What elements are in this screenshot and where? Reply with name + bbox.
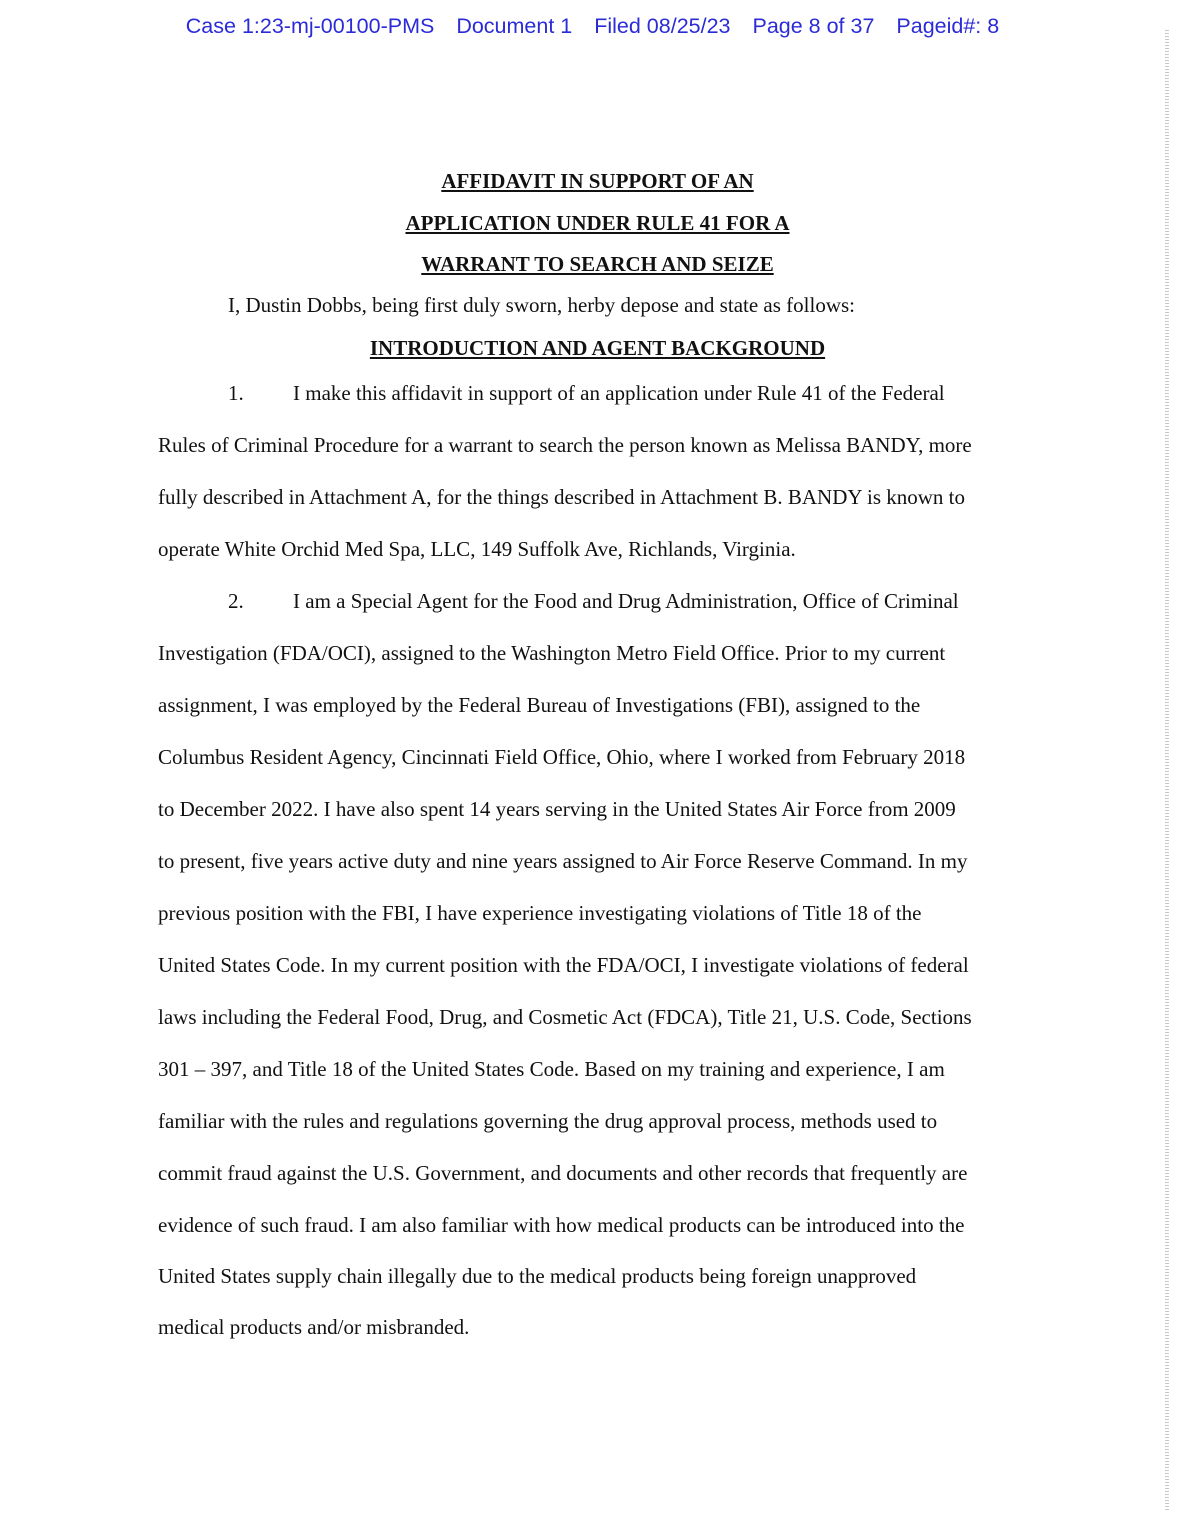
- filed-date: Filed 08/25/23: [594, 14, 731, 38]
- title-line-2: APPLICATION UNDER RULE 41 FOR A: [405, 211, 790, 235]
- page-indicator: Page 8 of 37: [752, 14, 875, 38]
- paragraph-1-number: 1.: [228, 381, 244, 405]
- paragraph-2-line: assignment, I was employed by the Federal Bureau of Investigations (FBI), assigned to the: [158, 693, 921, 717]
- paragraph-2-line: familiar with the rules and regulations governing the drug approval process, methods used to: [158, 1109, 938, 1133]
- title-line-1: AFFIDAVIT IN SUPPORT OF AN: [441, 169, 754, 193]
- paragraph-2-line: Columbus Resident Agency, Cincinnati Field Office, Ohio, where I worked from February 2018: [158, 745, 966, 769]
- oath-statement: I, Dustin Dobbs, being first duly sworn, herby depose and state as follows:: [228, 293, 855, 317]
- paragraph-2-line: to December 2022. I have also spent 14 years serving in the United States Air Force from 2009: [158, 797, 956, 821]
- section-heading: INTRODUCTION AND AGENT BACKGROUND: [369, 336, 826, 360]
- paragraph-2-line: laws including the Federal Food, Drug, and Cosmetic Act (FDCA), Title 21, U.S. Code, Sections: [158, 1005, 972, 1029]
- paragraph-1-line: operate White Orchid Med Spa, LLC, 149 Suffolk Ave, Richlands, Virginia.: [158, 537, 796, 561]
- scan-margin-artifact: [1165, 30, 1169, 1510]
- paragraph-1-line: I make this affidavit in support of an application under Rule 41 of the Federal: [293, 381, 945, 405]
- title-line-3: WARRANT TO SEARCH AND SEIZE: [421, 252, 774, 276]
- paragraph-2-line: United States Code. In my current position with the FDA/OCI, I investigate violations of federal: [158, 953, 969, 977]
- paragraph-2-line: to present, five years active duty and nine years assigned to Air Force Reserve Command. In my: [158, 849, 968, 873]
- paragraph-2-line: United States supply chain illegally due to the medical products being foreign unapproved: [158, 1264, 917, 1288]
- paragraph-2-line: commit fraud against the U.S. Government, and documents and other records that frequently are: [158, 1161, 968, 1185]
- document-number: Document 1: [456, 14, 573, 38]
- paragraph-1-line: Rules of Criminal Procedure for a warrant to search the person known as Melissa BANDY, more: [158, 433, 972, 457]
- paragraph-2-line: Investigation (FDA/OCI), assigned to the Washington Metro Field Office. Prior to my current: [158, 641, 946, 665]
- case-header: [0, 14, 1185, 39]
- paragraph-2-number: 2.: [228, 589, 244, 613]
- paragraph-2-line: previous position with the FBI, I have experience investigating violations of Title 18 of the: [158, 901, 922, 925]
- paragraph-1-line: fully described in Attachment A, for the things described in Attachment B. BANDY is known to: [158, 485, 966, 509]
- paragraph-2-line: evidence of such fraud. I am also familiar with how medical products can be introduced into the: [158, 1213, 965, 1237]
- paragraph-2-line: 301 – 397, and Title 18 of the United States Code. Based on my training and experience, I am: [158, 1057, 945, 1081]
- paragraph-2-line: medical products and/or misbranded.: [158, 1315, 470, 1339]
- case-number: Case 1:23-mj-00100-PMS: [185, 14, 435, 38]
- paragraph-2-line: I am a Special Agent for the Food and Drug Administration, Office of Criminal: [293, 589, 959, 613]
- page-id: Pageid#: 8: [896, 14, 1000, 38]
